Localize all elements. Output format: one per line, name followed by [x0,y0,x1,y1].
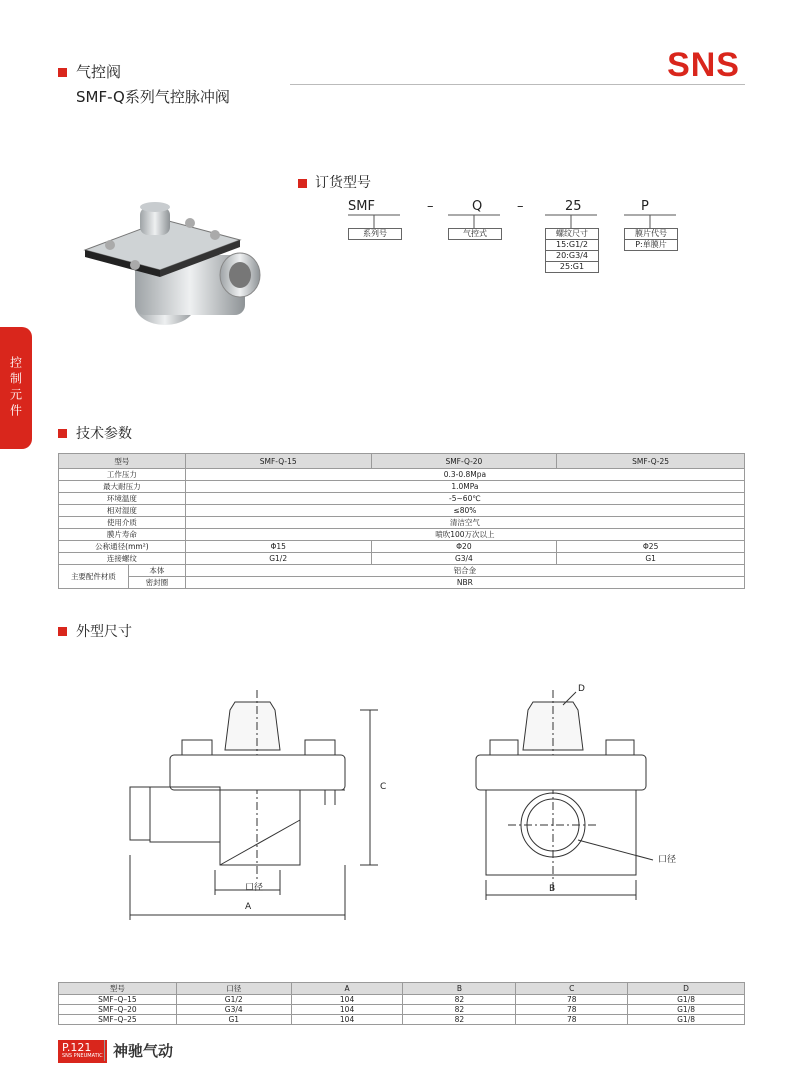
row-value: G1/2 [185,553,371,565]
cell: G1/8 [628,995,745,1005]
cell: G1/8 [628,1005,745,1015]
label-type: 气控式 [448,228,502,240]
row-value: NBR [185,577,744,589]
table-row [59,505,745,517]
dim-label-c: C [380,782,387,792]
page-number: P.121 [62,1041,92,1054]
dim-label-port-front: 口径 [658,855,677,865]
table-row [59,1015,745,1025]
header-divider [290,84,745,85]
spec-col-25: SMF-Q-25 [557,454,745,469]
cell: 104 [291,1005,403,1015]
table-row [59,1005,745,1015]
row-value: 0.3-0.8Mpa [185,469,744,481]
row-label: 主要配件材质 [59,565,129,589]
product-title: SMF-Q系列气控脉冲阀 [76,88,230,106]
row-label: 工作压力 [59,469,186,481]
section-marker [298,179,307,188]
outline-title: 外型尺寸 [76,624,132,640]
dims-col-c: C [516,983,628,995]
spec-table [58,453,745,589]
row-value: G3/4 [371,553,557,565]
cell: G1/2 [176,995,291,1005]
code-leaders [340,214,680,228]
dims-col-model: 型号 [59,983,177,995]
table-row [59,577,745,589]
spec-col-15: SMF-Q-15 [185,454,371,469]
spec-col-model: 型号 [59,454,186,469]
spec-header-row [59,454,745,469]
row-label: 公称通径(mm²) [59,541,186,553]
code-type: Q [472,199,483,214]
cell: 104 [291,1015,403,1025]
spec-title: 技术参数 [76,426,132,442]
cell: G1/8 [628,1015,745,1025]
diaphragm-option-1: P:单膜片 [624,240,678,251]
spec-col-20: SMF-Q-20 [371,454,557,469]
cell: 104 [291,995,403,1005]
dims-col-a: A [291,983,403,995]
row-value: 喷吹100万次以上 [185,529,744,541]
side-category-tab [0,327,32,449]
cell: 78 [516,1015,628,1025]
dim-label-b: B [549,884,556,894]
category-title: 气控阀 [76,63,122,81]
product-photo [75,195,275,335]
code-dash-2: – [517,199,524,214]
dims-col-port: 口径 [176,983,291,995]
dim-label-a: A [245,902,252,912]
dims-col-d: D [628,983,745,995]
table-row [59,565,745,577]
code-diaphragm: P [641,199,649,214]
cell: 82 [403,1015,516,1025]
row-value: 清洁空气 [185,517,744,529]
front-view-drawing [468,690,658,905]
row-label: 膜片寿命 [59,529,186,541]
section-marker [58,68,67,77]
section-marker [58,429,67,438]
table-row [59,995,745,1005]
label-series: 系列号 [348,228,402,240]
cell: 78 [516,1005,628,1015]
side-tab-label: 控制元件 [8,356,23,420]
dim-label-port-side: 口径 [245,883,264,893]
row-label: 最大耐压力 [59,481,186,493]
cell: 78 [516,995,628,1005]
dim-label-d: D [578,684,585,694]
row-value: Φ20 [371,541,557,553]
dimensions-table [58,982,745,1025]
brand-logo: SNS [667,46,740,84]
table-row [59,469,745,481]
footer-brand: 神驰气动 [104,1040,173,1061]
row-sublabel: 本体 [128,565,185,577]
row-value: 铝合金 [185,565,744,577]
page-sub-label: SNS PNEUMATIC [62,1053,103,1059]
table-row [59,541,745,553]
row-value: Φ25 [557,541,745,553]
row-value: 1.0MPa [185,481,744,493]
dims-header-row [59,983,745,995]
table-row [59,553,745,565]
code-series: SMF [348,199,375,214]
row-value: -5~60℃ [185,493,744,505]
row-value: Φ15 [185,541,371,553]
page-number-badge [58,1040,107,1063]
table-row [59,517,745,529]
cell: 82 [403,1005,516,1015]
cell: SMF–Q–25 [59,1015,177,1025]
row-value: ≤80% [185,505,744,517]
cell: SMF–Q–20 [59,1005,177,1015]
code-thread: 25 [565,199,582,214]
label-diaphragm: 膜片代号 [624,228,678,240]
cell: SMF–Q–15 [59,995,177,1005]
row-label: 连接螺纹 [59,553,186,565]
thread-option-1: 15:G1/2 [545,240,599,251]
order-title: 订货型号 [315,175,371,191]
table-row [59,529,745,541]
label-thread: 螺纹尺寸 [545,228,599,240]
cell: 82 [403,995,516,1005]
thread-option-2: 20:G3/4 [545,251,599,262]
row-value: G1 [557,553,745,565]
cell: G1 [176,1015,291,1025]
dims-col-b: B [403,983,516,995]
row-label: 环境温度 [59,493,186,505]
cell: G3/4 [176,1005,291,1015]
row-label: 相对湿度 [59,505,186,517]
row-sublabel: 密封圈 [128,577,185,589]
section-marker [58,627,67,636]
table-row [59,493,745,505]
code-dash-1: – [427,199,434,214]
row-label: 使用介质 [59,517,186,529]
thread-option-3: 25:G1 [545,262,599,273]
table-row [59,481,745,493]
